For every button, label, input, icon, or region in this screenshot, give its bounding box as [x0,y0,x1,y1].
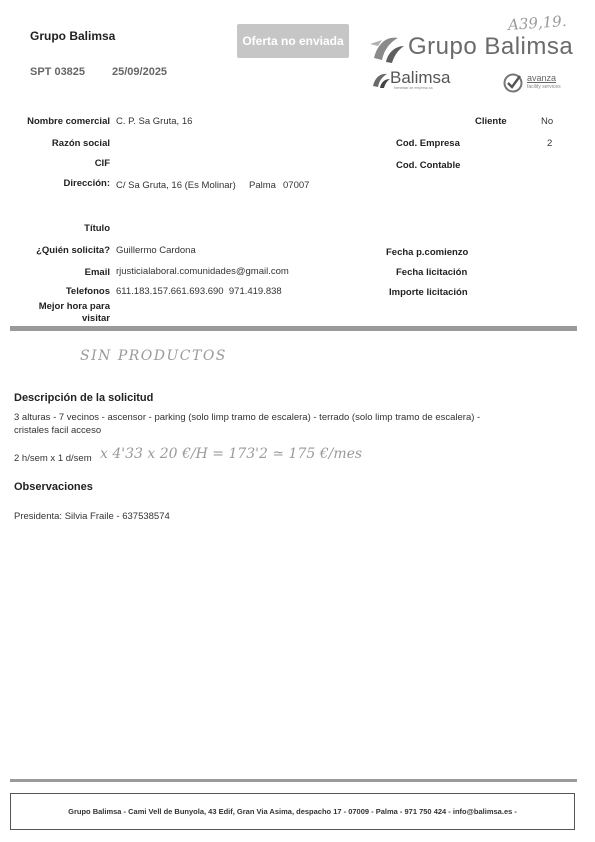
descripcion-text [14,411,584,437]
value-quien-solicita: Guillermo Cardona [116,245,196,256]
label-nombre-comercial: Nombre comercial [27,116,110,127]
document-date: 25/09/2025 [112,66,168,78]
label-titulo: Título [84,223,110,234]
descripcion-line-1: 3 alturas - 7 vecinos - ascensor - parking (solo limp tramo de escalera) - terrado (solo limp tramo de escalera) - [14,412,481,423]
label-mejor-hora [0,301,110,325]
descripcion-line-2: cristales facil acceso [14,425,102,436]
value-cliente: No [541,116,554,127]
handwritten-reference: A39,19. [507,11,568,35]
document-code: SPT 03825 [30,66,86,78]
logo-grupo-balimsa [368,32,574,66]
label-telefonos: Telefonos [65,286,110,297]
logo-avanza [503,72,569,94]
descripcion-schedule: 2 h/sem x 1 d/sem [14,453,92,464]
label-cif: CIF [94,158,110,169]
label-fecha-comienzo: Fecha p.comienzo [386,247,469,258]
balimsa-small-mark-icon [370,70,392,90]
value-codigo-postal: 07007 [283,180,310,191]
value-telefonos: 611.183.157.661.693.690 971.419.838 [116,286,282,297]
avanza-check-icon [503,73,523,93]
label-cod-empresa: Cod. Empresa [396,138,460,149]
status-stamp: Oferta no enviada [237,24,349,58]
label-cliente: Cliente [475,116,507,127]
balimsa-mark-icon [368,32,408,66]
company-name: Grupo Balimsa [30,29,116,43]
logo-secondary-text: Balimsa [390,68,451,87]
label-email: Email [84,267,110,278]
footer [10,793,575,830]
observaciones-text: Presidenta: Silvia Fraile - 637538574 [14,511,170,522]
footer-divider [10,779,577,782]
label-mejor-hora-line2: visitar [82,313,110,324]
logo-secondary-tagline: bienestar de empresa sa [394,86,433,90]
value-email: rjusticialaboral.comunidades@gmail.com [116,266,289,277]
label-fecha-licitacion: Fecha licitación [396,267,468,278]
logo-main-text: Grupo Balimsa [408,33,574,60]
label-mejor-hora-line1: Mejor hora para [38,301,110,312]
label-razon-social: Razón social [51,138,110,149]
logo-avanza-tagline: facility services [527,84,561,90]
observaciones-title: Observaciones [14,481,93,493]
value-nombre-comercial: C. P. Sa Gruta, 16 [116,116,193,127]
descripcion-title: Descripción de la solicitud [14,392,154,404]
logo-avanza-text: avanza [527,73,557,83]
logo-balimsa [370,68,462,92]
value-direccion: C/ Sa Gruta, 16 (Es Molinar) [116,180,236,191]
label-quien-solicita: ¿Quién solicita? [36,245,110,256]
label-importe-licitacion: Importe licitación [389,287,468,298]
label-cod-contable: Cod. Contable [396,160,461,171]
handwritten-calculation: x 4'33 x 20 €/H = 173'2 ≃ 175 €/mes [100,446,363,462]
label-direccion: Dirección: [63,178,110,189]
value-cod-empresa: 2 [547,138,553,149]
footer-text: Grupo Balimsa - Cami Vell de Bunyola, 43 Edif, Gran Via Asima, despacho 17 - 07009 - Palma - 971 750 424 - info@balimsa.es - [68,807,517,816]
section-divider [10,326,577,331]
value-ciudad: Palma [249,180,276,191]
handwritten-note: SIN PRODUCTOS [80,348,227,364]
